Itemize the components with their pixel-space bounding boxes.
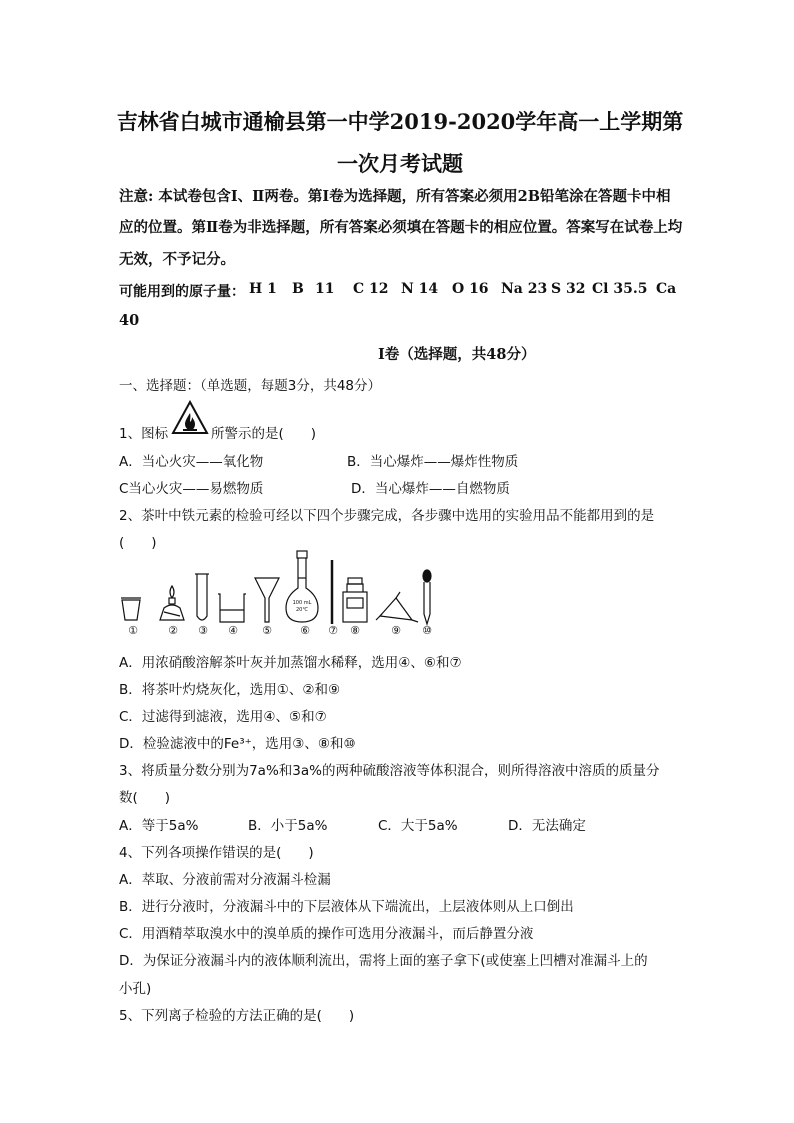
q3-option-d: D．无法确定 — [508, 818, 586, 834]
reagent-bottle-icon — [343, 578, 367, 622]
q4-option-b: B．进行分液时，分液漏斗中的下层液体从下端流出，上层液体则从上口倒出 — [119, 899, 574, 915]
atomic-mass-na: Na 23 — [501, 281, 548, 297]
apparatus-label-5: ⑤ — [262, 624, 272, 637]
q1-stem-after: 所警示的是( ) — [211, 426, 317, 442]
test-tube-icon — [195, 574, 209, 620]
clay-triangle-icon — [376, 592, 418, 622]
atomic-mass-h: H 1 — [249, 281, 277, 297]
flask-label-volume: 100 mL — [292, 600, 312, 606]
q4-option-c: C．用酒精萃取溴水中的溴单质的操作可选用分液漏斗，而后静置分液 — [119, 926, 534, 942]
notice-line1: 注意: 本试卷包含Ⅰ、Ⅱ两卷。第Ⅰ卷为选择题，所有答案必须用2B铅笔涂在答题卡中相 — [119, 188, 671, 205]
apparatus-label-3: ③ — [198, 624, 208, 637]
q3-option-a: A．等于5a% — [119, 818, 199, 834]
q4-option-d-line2: 小孔) — [119, 981, 152, 997]
apparatus-label-10: ⑩ — [422, 624, 432, 637]
q3-option-c: C．大于5a% — [378, 818, 458, 834]
q4-stem: 4、下列各项操作错误的是( ) — [119, 845, 314, 861]
beaker-icon — [218, 594, 246, 622]
q1-option-d: D．当心爆炸——自燃物质 — [351, 481, 510, 497]
apparatus-label-7: ⑦ — [328, 624, 338, 637]
q1-option-a: A．当心火灾——氧化物 — [119, 454, 264, 470]
crucible-icon — [122, 600, 140, 620]
flask-label-temp: 20℃ — [296, 607, 308, 613]
q2-stem-line1: 2、茶叶中铁元素的检验可经以下四个步骤完成，各步骤中选用的实验用品不能都用到的是 — [119, 508, 655, 524]
q1-option-c: C当心火灾——易燃物质 — [119, 481, 264, 497]
section-title: I卷（选择题，共48分） — [378, 346, 536, 363]
atomic-mass-b-value: 11 — [315, 281, 335, 297]
q5-stem: 5、下列离子检验的方法正确的是( ) — [119, 1008, 355, 1024]
apparatus-label-2: ② — [168, 624, 178, 637]
apparatus-label-6: ⑥ — [300, 624, 310, 637]
q1-stem-before: 1、图标 — [119, 426, 169, 442]
part-heading: 一、选择题：（单选题，每题3分，共48分） — [119, 378, 382, 394]
q2-option-c: C．过滤得到滤液，选用④、⑤和⑦ — [119, 709, 327, 725]
atomic-mass-c: C 12 — [353, 281, 389, 297]
document-title-line1: 吉林省白城市通榆县第一中学2019-2020学年高一上学期第 — [116, 109, 684, 134]
apparatus-label-8: ⑧ — [350, 624, 360, 637]
atomic-mass-cl: Cl 35.5 — [592, 281, 648, 297]
q3-stem-line1: 3、将质量分数分别为7a%和3a%的两种硫酸溶液等体积混合，则所得溶液中溶质的质量分 — [119, 763, 660, 779]
q2-option-d: D．检验滤液中的Fe³⁺，选用③、⑧和⑩ — [119, 736, 356, 752]
q2-option-b: B．将茶叶灼烧灰化，选用①、②和⑨ — [119, 682, 341, 698]
q3-option-b: B．小于5a% — [248, 818, 328, 834]
notice-line3: 无效，不予记分。 — [119, 251, 235, 268]
atomic-mass-b: B — [292, 281, 304, 297]
apparatus-label-4: ④ — [228, 624, 238, 637]
notice-line2: 应的位置。第Ⅱ卷为非选择题，所有答案必须填在答题卡的相应位置。答案写在试卷上均 — [119, 219, 683, 236]
q2-stem-line2: ( ) — [119, 535, 157, 551]
apparatus-label-9: ⑨ — [391, 624, 401, 637]
atomic-mass-ca: Ca — [656, 281, 677, 297]
flammable-warning-icon — [171, 400, 209, 436]
funnel-icon — [255, 578, 279, 622]
apparatus-label-1: ① — [128, 624, 138, 637]
dropper-icon — [423, 570, 431, 624]
q4-option-d-line1: D．为保证分液漏斗内的液体顺利流出，需将上面的塞子拿下(或使塞上凹槽对准漏斗上的 — [119, 953, 648, 969]
q3-stem-line2: 数( ) — [119, 790, 171, 806]
atomic-mass-label: 可能用到的原子量： — [119, 284, 245, 300]
q1-option-b: B．当心爆炸——爆炸性物质 — [347, 454, 519, 470]
alcohol-lamp-icon — [160, 586, 184, 620]
atomic-mass-ca-value: 40 — [119, 312, 140, 329]
q2-option-a: A．用浓硝酸溶解茶叶灰并加蒸馏水稀释，选用④、⑥和⑦ — [119, 655, 462, 671]
q4-option-a: A．萃取、分液前需对分液漏斗检漏 — [119, 872, 331, 888]
atomic-mass-n: N 14 — [401, 281, 439, 297]
atomic-mass-o: O 16 — [452, 281, 489, 297]
document-title-line2: 一次月考试题 — [337, 151, 463, 176]
atomic-mass-s: S 32 — [551, 281, 586, 297]
